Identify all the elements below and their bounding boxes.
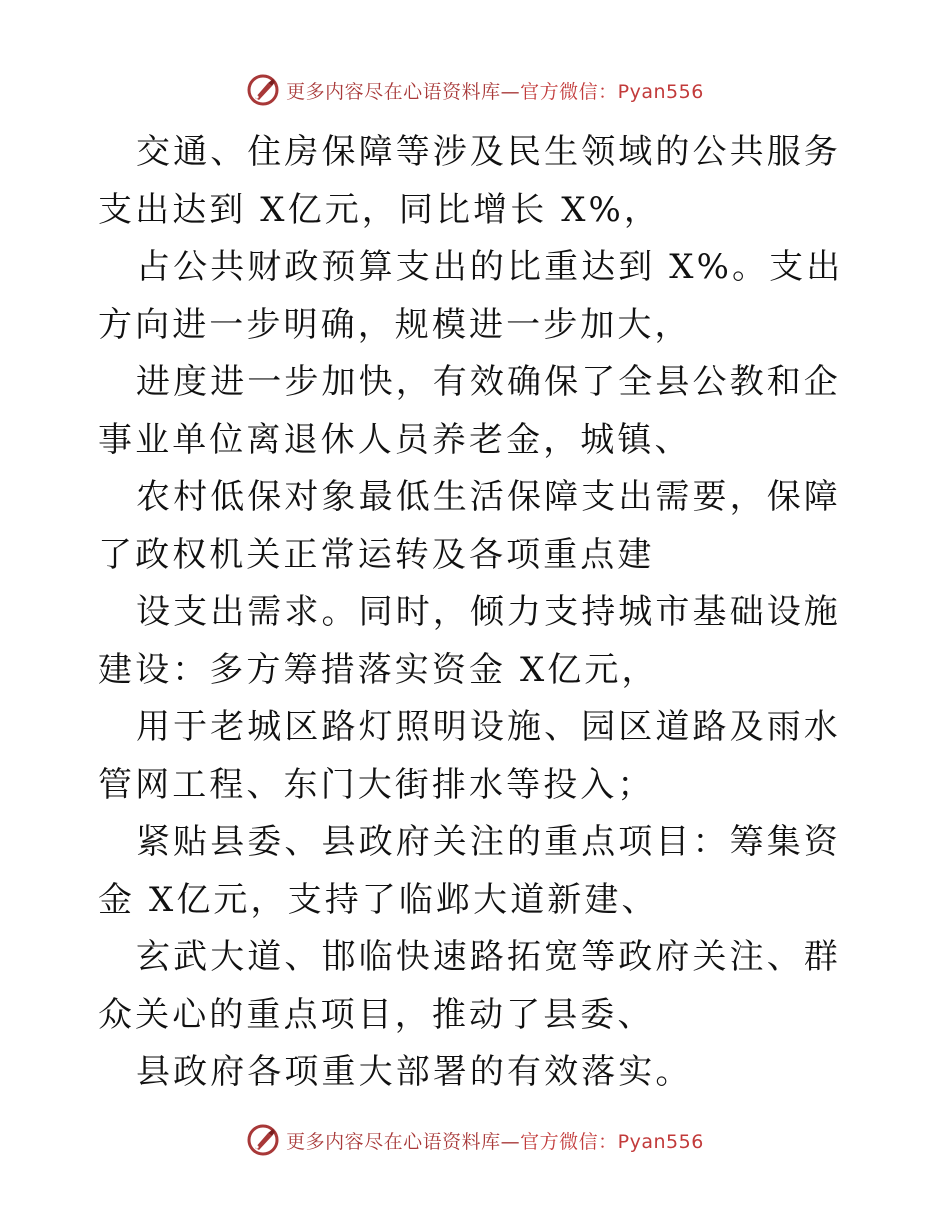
footer-banner-contact: 官方微信：Pyan556 xyxy=(520,1130,704,1153)
footer-banner-text xyxy=(286,1127,704,1154)
header-banner-separator: — xyxy=(500,80,521,103)
header-banner-contact: 官方微信：Pyan556 xyxy=(520,80,704,103)
paragraph: 紧贴县委、县政府关注的重点项目：筹集资金 X亿元，支持了临邺大道新建、 xyxy=(98,822,841,920)
quill-pen-circle-icon xyxy=(246,1123,280,1157)
footer-banner xyxy=(0,1120,950,1160)
paragraph: 县政府各项重大部署的有效落实。 xyxy=(136,1052,693,1092)
footer-banner-separator: — xyxy=(500,1130,521,1153)
header-banner-title: 更多内容尽在心语资料库 xyxy=(286,80,501,103)
header-banner-text xyxy=(286,77,704,104)
quill-pen-circle-icon xyxy=(246,73,280,107)
paragraph: 设支出需求。同时，倾力支持城市基础设施建设：多方筹措落实资金 X亿元， xyxy=(98,592,841,690)
footer-banner-title: 更多内容尽在心语资料库 xyxy=(286,1130,501,1153)
paragraph: 进度进一步加快，有效确保了全县公教和企事业单位离退休人员养老金，城镇、 xyxy=(98,362,841,460)
paragraph: 占公共财政预算支出的比重达到 X%。支出方向进一步明确，规模进一步加大， xyxy=(98,247,844,345)
paragraph: 交通、住房保障等涉及民生领域的公共服务支出达到 X亿元，同比增长 X%， xyxy=(98,132,841,230)
document-body xyxy=(98,124,858,1102)
paragraph: 用于老城区路灯照明设施、园区道路及雨水管网工程、东门大街排水等投入； xyxy=(98,707,841,805)
header-banner xyxy=(0,70,950,110)
paragraph: 农村低保对象最低生活保障支出需要，保障了政权机关正常运转及各项重点建 xyxy=(98,477,841,575)
paragraph: 玄武大道、邯临快速路拓宽等政府关注、群众关心的重点项目，推动了县委、 xyxy=(98,937,841,1035)
